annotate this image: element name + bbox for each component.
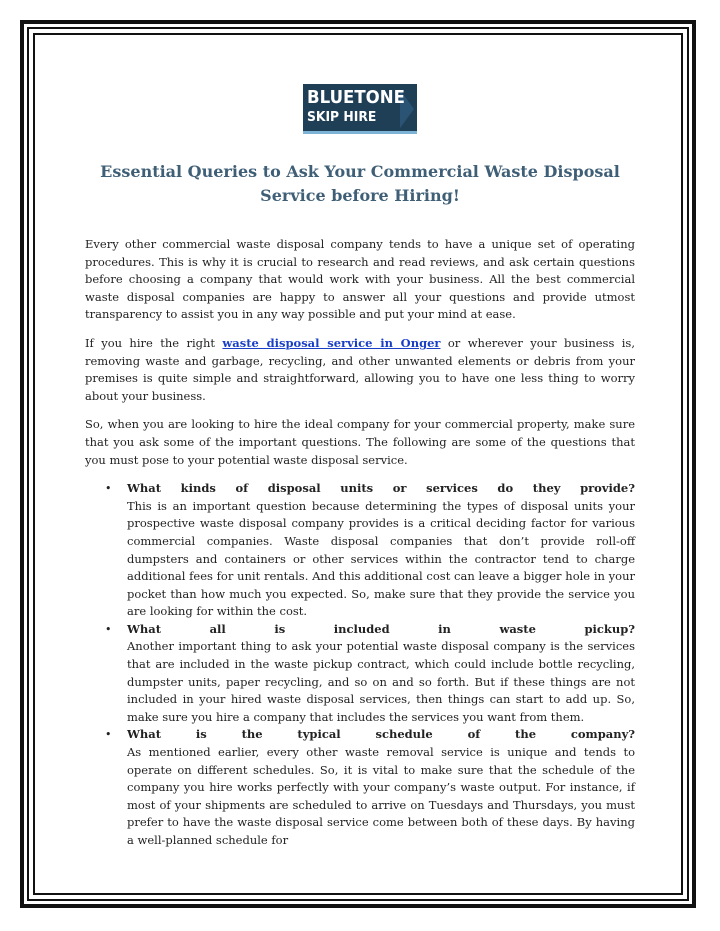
page-title: Essential Queries to Ask Your Commercial Waste Disposal Service before Hiring! — [100, 162, 620, 205]
question-answer: Another important thing to ask your potential waste disposal company is the services that are included in the waste pickup contract, which could include bottle recycling, dumpster units, paper recycling, and so on and so forth. But if these things are not included in your hired waste disposal services, then things can start to add up. So, make sure you hire a company that includes the services you want from them. — [127, 639, 635, 724]
question-answer: As mentioned earlier, every other waste removal service is unique and tends to operate on different schedules. So, it is vital to make sure that the schedule of the company you hire works perfectly with your company’s waste output. For instance, if most of your shipments are scheduled to arrive on Tuesdays and Thursdays, you must prefer to have the waste disposal service come between both of these days. By having a well-planned schedule for — [127, 745, 635, 847]
bullet-icon: • — [105, 622, 112, 636]
list-item — [85, 480, 635, 621]
paragraph-intro: Every other commercial waste disposal company tends to have a unique set of operating procedures. This is why it is crucial to research and read reviews, and ask certain questions before choosing a company that would work with your business. All the best commercial waste disposal companies are happy to answer all your questions and provide utmost transparency to assist you in any way possible and put your mind at ease. — [85, 237, 635, 322]
list-item — [85, 621, 635, 727]
question-answer: This is an important question because determining the types of disposal units your prospective waste disposal company provides is a critical deciding factor for various commercial companies. Waste disposal companies that don’t provide roll-off dumpsters and containers or other services within the contractor tend to charge additional fees for unit rentals. And this additional cost can leave a bigger hole in your pocket than how much you expected. So, make sure that they provide the service you are looking for within the cost. — [127, 498, 635, 619]
paragraph-hire-start: If you hire the right — [85, 335, 223, 350]
question-heading: What is the typical schedule of the company? — [127, 727, 635, 742]
questions-list — [85, 480, 635, 849]
paragraph-hire — [85, 335, 635, 405]
bluetone-logo — [303, 84, 417, 134]
logo-line1: BLUETONE — [307, 87, 405, 108]
logo-line2: SKIP HIRE — [307, 110, 377, 125]
bullet-icon: • — [105, 482, 112, 496]
logo-underline — [303, 131, 417, 134]
paragraph-hire-end: or wherever your business is, removing waste and garbage, recycling, and other unwanted elements or debris from your premises is quite simple and straightforward, allowing you to have one less thing to worry about your business. — [85, 335, 635, 403]
paragraph-questions-intro: So, when you are looking to hire the ideal company for your commercial property, make sure that you ask some of the important questions. The following are some of the questions that you must pose to your potential waste disposal service. — [85, 417, 635, 467]
document-body — [85, 236, 635, 850]
list-item — [85, 726, 635, 849]
question-heading: What kinds of disposal units or services do they provide? — [127, 481, 635, 496]
question-heading: What all is included in waste pickup? — [127, 621, 635, 636]
bullet-icon: • — [105, 728, 112, 742]
waste-disposal-link[interactable]: waste disposal service in Onger — [222, 335, 441, 350]
